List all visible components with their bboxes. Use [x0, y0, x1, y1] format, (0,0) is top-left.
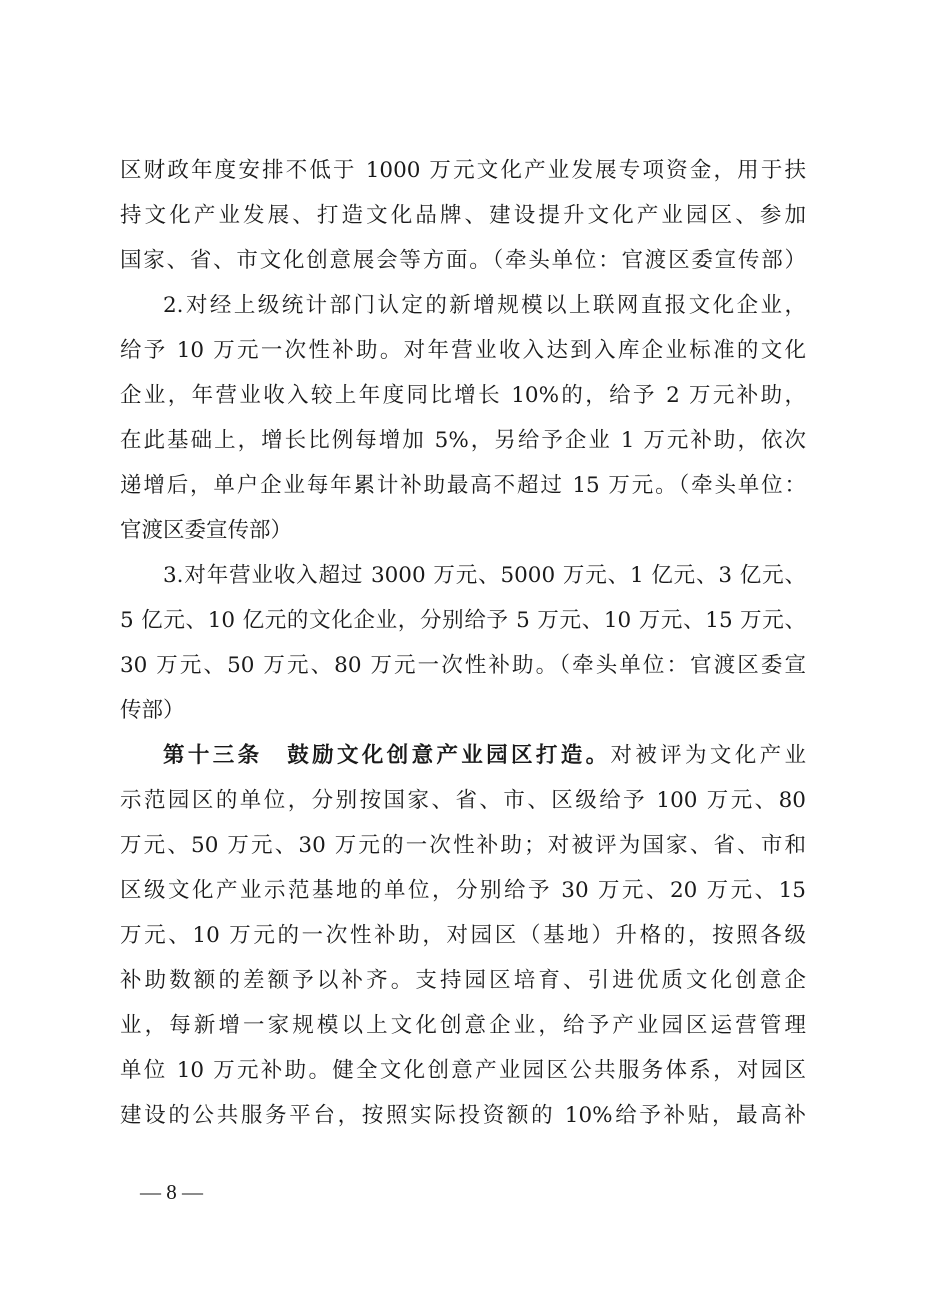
body-text-line: 国家、省、市文化创意展会等方面。（牵头单位：官渡区委宣传部） — [120, 248, 806, 273]
body-text-line: 5 亿元、10 亿元的文化企业，分别给予 5 万元、10 万元、15 万元、 — [120, 608, 806, 633]
body-text-line: 给予 10 万元一次性补助。对年营业收入达到入库企业标准的文化 — [120, 338, 806, 363]
item-3-first-line: 3.对年营业收入超过 3000 万元、5000 万元、1 亿元、3 亿元、 — [163, 563, 806, 588]
body-text-line: 业，每新增一家规模以上文化创意企业，给予产业园区运营管理 — [120, 1013, 806, 1038]
page-number: — 8 — — [140, 1180, 203, 1204]
body-text-line: 在此基础上，增长比例每增加 5%，另给予企业 1 万元补助，依次 — [120, 428, 806, 453]
body-text-line: 持文化产业发展、打造文化品牌、建设提升文化产业园区、参加 — [120, 203, 806, 228]
body-text-line: 递增后，单户企业每年累计补助最高不超过 15 万元。（牵头单位： — [120, 473, 806, 498]
body-text-line: 补助数额的差额予以补齐。支持园区培育、引进优质文化创意企 — [120, 968, 806, 993]
body-text-line: 传部） — [120, 698, 185, 723]
article-13-text: 对被评为文化产业 — [610, 743, 806, 768]
body-text-line: 区财政年度安排不低于 1000 万元文化产业发展专项资金，用于扶 — [120, 158, 806, 183]
body-text-line: 万元、50 万元、30 万元的一次性补助；对被评为国家、省、市和 — [120, 833, 806, 858]
article-13-first-line — [163, 736, 806, 776]
body-text-line: 建设的公共服务平台，按照实际投资额的 10%给予补贴，最高补 — [120, 1103, 806, 1128]
body-text-line: 区级文化产业示范基地的单位，分别给予 30 万元、20 万元、15 — [120, 878, 806, 903]
body-text-line: 30 万元、50 万元、80 万元一次性补助。（牵头单位：官渡区委宣 — [120, 653, 806, 678]
article-13-heading: 第十三条 鼓励文化创意产业园区打造。 — [163, 743, 611, 768]
item-2-first-line: 2.对经上级统计部门认定的新增规模以上联网直报文化企业， — [163, 293, 806, 318]
body-text-line: 单位 10 万元补助。健全文化创意产业园区公共服务体系，对园区 — [120, 1058, 806, 1083]
body-text-line: 示范园区的单位，分别按国家、省、市、区级给予 100 万元、80 — [120, 788, 806, 813]
body-text-line: 官渡区委宣传部） — [120, 518, 293, 543]
body-text-line: 万元、10 万元的一次性补助，对园区（基地）升格的，按照各级 — [120, 923, 806, 948]
body-text-line: 企业，年营业收入较上年度同比增长 10%的，给予 2 万元补助， — [120, 383, 806, 408]
